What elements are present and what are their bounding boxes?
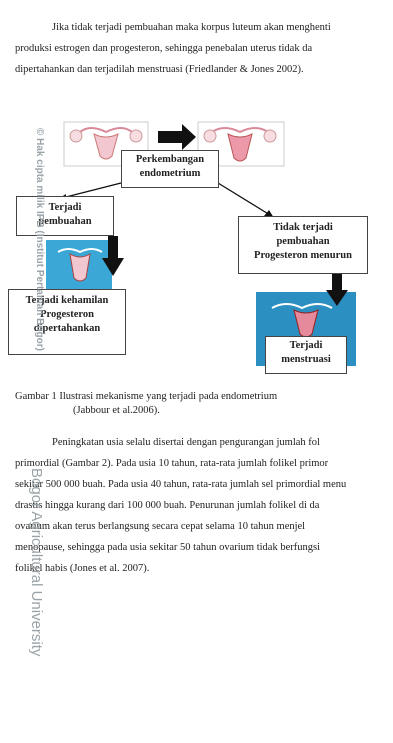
box-terjadi-menstruasi bbox=[265, 336, 347, 374]
paragraph-line: menopause, sehingga pada usia sekitar 50 tahun ovarium tidak berfungsi bbox=[15, 542, 321, 553]
box-terjadi-pembuahan bbox=[16, 196, 114, 236]
copyright-watermark: © Hak cipta milik IPB (Institut Pertanian Bogor) bbox=[34, 128, 45, 351]
caption-line-1: Gambar 1 Ilustrasi mekanisme yang terjadi pada endometrium bbox=[15, 391, 278, 402]
paragraph-line: Peningkatan usia selalu disertai dengan pengurangan jumlah fol bbox=[52, 437, 320, 448]
box-terjadi-kehamilan bbox=[8, 289, 126, 355]
box-line: menstruasi bbox=[281, 354, 331, 365]
paragraph-line: dipertahankan dan terjadilah menstruasi (Friedlander & Jones 2002). bbox=[15, 64, 304, 75]
box-line: Progesteron bbox=[40, 309, 94, 320]
paragraph-line: Jika tidak terjadi pembuahan maka korpus luteum akan menghenti bbox=[52, 22, 331, 33]
box-tidak-terjadi-pembuahan bbox=[238, 216, 368, 274]
arrow-right-icon bbox=[158, 124, 196, 150]
paragraph-line: ovarium akan terus berlangsung secara cepat selama 10 tahun menjel bbox=[15, 521, 306, 532]
paragraph-line: produksi estrogen dan progesteron, sehingga penebalan uterus tidak da bbox=[15, 43, 313, 54]
figure-caption bbox=[15, 390, 277, 418]
box-line: dipertahankan bbox=[33, 323, 101, 334]
paragraph-aging bbox=[15, 432, 393, 579]
box-line: pembuahan bbox=[38, 216, 92, 227]
box-perkembangan-endometrium bbox=[121, 150, 219, 188]
paragraph-line: sekitar 500 000 buah. Pada usia 40 tahun, rata-rata jumlah sel primordial menu bbox=[15, 479, 347, 490]
caption-line-2: (Jabbour et al.2006). bbox=[73, 405, 160, 416]
box-line: Tidak terjadi bbox=[273, 222, 333, 233]
box-line: endometrium bbox=[139, 168, 201, 179]
box-line: Terjadi bbox=[289, 340, 323, 351]
box-line: Terjadi bbox=[48, 202, 82, 213]
paragraph-line: drastis hingga kurang dari 100 000 buah. Penurunan jumlah folikel di da bbox=[15, 500, 320, 511]
uterus-illustration-pregnancy bbox=[46, 240, 112, 290]
box-line: Progesteron menurun bbox=[254, 250, 352, 261]
university-watermark: Bogor Agricultural University bbox=[28, 468, 45, 657]
box-line: Terjadi kehamilan bbox=[25, 295, 109, 306]
paragraph-line: folikel habis (Jones et al. 2007). bbox=[15, 563, 150, 574]
box-line: pembuahan bbox=[276, 236, 330, 247]
paragraph-line: primordial (Gambar 2). Pada usia 10 tahun, rata-rata jumlah folikel primor bbox=[15, 458, 329, 469]
box-line: Perkembangan bbox=[135, 154, 205, 165]
